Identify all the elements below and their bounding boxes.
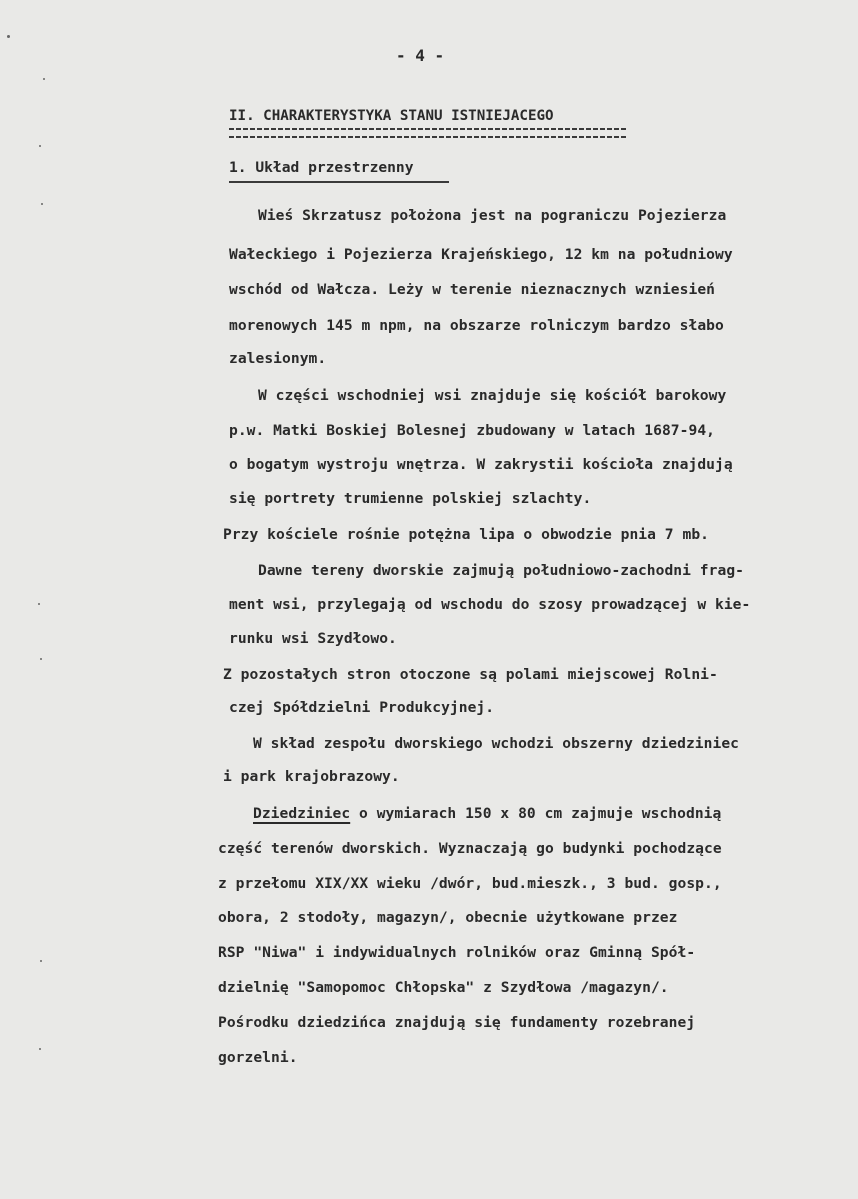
text-line: W skład zespołu dworskiego wchodzi obszerny dziedziniec [253, 735, 739, 752]
paper-speck [39, 1048, 41, 1050]
text-line: RSP "Niwa" i indywidualnych rolników oraz Gminną Spół- [218, 944, 696, 961]
text-line: z przełomu XIX/XX wieku /dwór, bud.mieszk., 3 bud. gosp., [218, 875, 722, 892]
text-line: Wieś Skrzatusz położona jest na pograniczu Pojezierza [258, 207, 727, 224]
text-line: i park krajobrazowy. [223, 768, 400, 785]
paper-speck [40, 960, 42, 962]
paper-speck [43, 78, 45, 80]
text-line: zalesionym. [229, 350, 327, 367]
text-line: ment wsi, przylegają od wschodu do szosy prowadzącej w kie- [229, 596, 751, 613]
text-line: p.w. Matki Boskiej Bolesnej zbudowany w latach 1687-94, [229, 422, 715, 439]
page-number: - 4 - [396, 46, 445, 65]
text-line: część terenów dworskich. Wyznaczają go budynki pochodzące [218, 840, 722, 857]
subsection-underline [229, 181, 449, 183]
text-line: Wałeckiego i Pojezierza Krajeńskiego, 12 km na południowy [229, 246, 733, 263]
text-line: dzielnię "Samopomoc Chłopska" z Szydłowa /magazyn/. [218, 979, 669, 996]
text-line: gorzelni. [218, 1049, 298, 1066]
text-line: Z pozostałych stron otoczone są polami miejscowej Rolni- [223, 666, 718, 683]
text-line: obora, 2 stodoły, magazyn/, obecnie użytkowane przez [218, 909, 678, 926]
paper-speck [7, 35, 10, 38]
text-line: się portrety trumienne polskiej szlachty. [229, 490, 592, 507]
text-line: o bogatym wystroju wnętrza. W zakrystii kościoła znajdują [229, 456, 733, 473]
paper-speck [38, 603, 40, 605]
text-line: W części wschodniej wsi znajduje się kościół barokowy [258, 387, 727, 404]
text-line: Dawne tereny dworskie zajmują południowo-zachodni frag- [258, 562, 744, 579]
text-line: runku wsi Szydłowo. [229, 630, 397, 647]
section-title: II. CHARAKTERYSTYKA STANU ISTNIEJACEGO [229, 108, 554, 124]
text-line: czej Spółdzielni Produkcyjnej. [229, 699, 495, 716]
text-line: Pośrodku dziedzińca znajdują się fundamenty rozebranej [218, 1014, 696, 1031]
text-line-continuation: o wymiarach 150 x 80 cm zajmuje wschodnią [350, 805, 722, 822]
text-line-with-term [253, 805, 721, 823]
section-double-rule [229, 128, 627, 138]
paper-speck [39, 145, 41, 147]
text-line: wschód od Wałcza. Leży w terenie nieznacznych wzniesień [229, 281, 715, 298]
paper-speck [40, 658, 42, 660]
paper-speck [41, 203, 43, 205]
text-line: Przy kościele rośnie potężna lipa o obwodzie pnia 7 mb. [223, 526, 709, 543]
underlined-term: Dziedziniec [253, 805, 351, 822]
subsection-title: 1. Układ przestrzenny [229, 159, 414, 176]
text-line: morenowych 145 m npm, na obszarze rolniczym bardzo słabo [229, 317, 724, 334]
